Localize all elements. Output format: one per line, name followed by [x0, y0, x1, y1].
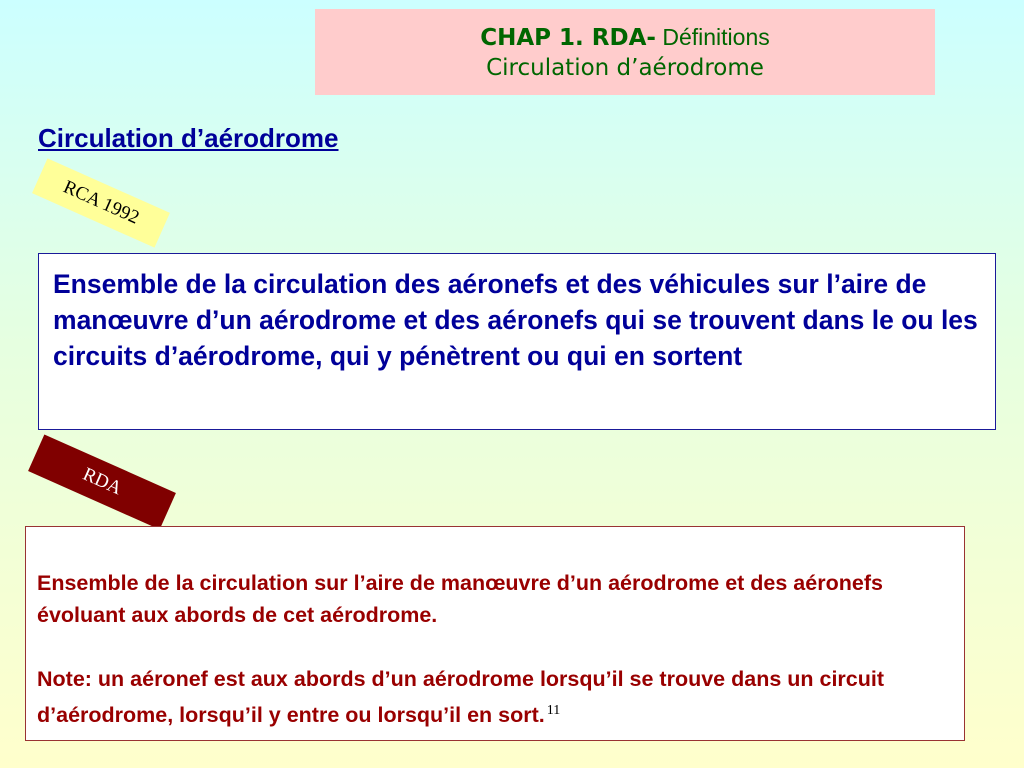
definitions-label: Définitions	[662, 23, 770, 50]
slide-title-line1	[480, 22, 769, 53]
rca-definition-text: Ensemble de la circulation des aéronefs et des véhicules sur l’aire de manœuvre d’un aérodrome et des aéronefs qui se trouvent dans le ou les circuits d’aérodrome, qui y pénètrent ou qui en sortent	[53, 269, 978, 371]
section-heading: Circulation d’aérodrome	[38, 123, 339, 153]
rda-note-paragraph	[37, 663, 954, 731]
rda-definition-text: Ensemble de la circulation sur l’aire de manœuvre d’un aérodrome et des aéronefs évoluant aux abords de cet aérodrome.	[37, 571, 883, 627]
chapter-label: CHAP 1. RDA-	[480, 24, 656, 51]
slide-title-box	[315, 9, 935, 95]
rca-1992-tag: RCA 1992	[32, 158, 170, 247]
rca-definition-box	[38, 253, 996, 430]
rda-tag: RDA	[28, 434, 176, 529]
rda-definition-box	[25, 526, 965, 741]
paragraph-spacer	[37, 631, 954, 663]
rda-note-text: Note: un aéronef est aux abords d’un aérodrome lorsqu’il se trouve dans un circuit d’aérodrome, lorsqu’il y entre ou lorsqu’il en sort.	[37, 667, 885, 728]
page-number: 11	[546, 703, 561, 718]
slide-subtitle: Circulation d’aérodrome	[486, 54, 764, 81]
